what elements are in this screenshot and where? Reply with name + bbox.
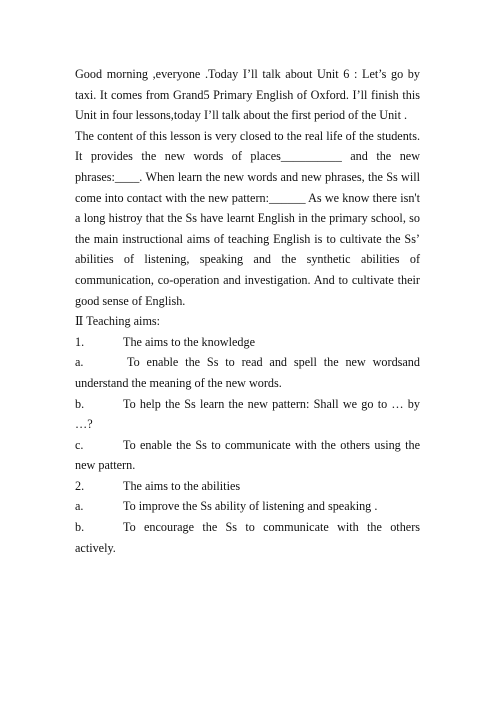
list-item-text: To enable the Ss to read and spell the new wordsand understand the meaning of the new words. bbox=[75, 355, 420, 390]
list-item-text: The aims to the abilities bbox=[123, 478, 241, 493]
list-item-text: To encourage the Ss to communicate with the others actively. bbox=[75, 520, 420, 555]
list-item-number: a. bbox=[75, 355, 84, 370]
content-paragraph: The content of this lesson is very closed to the real life of the students. It provides the new words of places__________ and the new phrases:____. When learn the new words and new phrases, the Ss will come into contact with the new pattern:______ As we know there isn't a long histroy that the Ss have learnt English in the primary school, so the main instructional aims of teaching English is to cultivate the Ss’ abilities of listening, speaking and the synthetic abilities of communication, co-operation and investigation. And to cultivate their good sense of English. bbox=[75, 128, 420, 308]
list-item-number: 2. bbox=[75, 478, 85, 493]
list-item bbox=[75, 435, 420, 476]
list-item bbox=[75, 496, 420, 517]
list-item-text: To help the Ss learn the new pattern: Shall we go to … by …? bbox=[75, 396, 420, 432]
list-item-number: b. bbox=[75, 520, 85, 535]
list-item bbox=[75, 332, 420, 353]
list-item-number: b. bbox=[75, 396, 85, 411]
list-item-text: To improve the Ss ability of listening and speaking . bbox=[123, 499, 378, 514]
section-heading: Ⅱ Teaching aims: bbox=[75, 314, 161, 329]
document-body bbox=[75, 64, 420, 558]
list-item-number: c. bbox=[75, 437, 84, 452]
list-item-text: The aims to the knowledge bbox=[123, 334, 255, 349]
list-item bbox=[75, 517, 420, 558]
list-item-text: To enable the Ss to communicate with the others using the new pattern. bbox=[75, 437, 420, 473]
intro-paragraph: Good morning ,everyone .Today I’ll talk about Unit 6 : Let’s go by taxi. It comes from Grand5 Primary English of Oxford. I’ll finish this Unit in four lessons,today I’ll talk about the first period of the Unit . bbox=[75, 67, 420, 123]
list-item-number: 1. bbox=[75, 334, 85, 349]
list-item bbox=[75, 394, 420, 435]
list-item-number: a. bbox=[75, 499, 84, 514]
list-item bbox=[75, 476, 420, 497]
list-item bbox=[75, 352, 420, 393]
